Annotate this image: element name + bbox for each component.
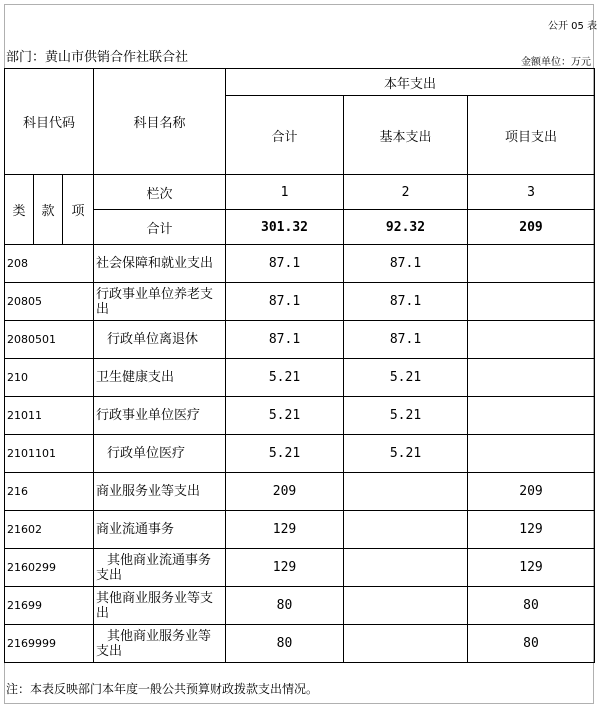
row-code: 2169999 <box>5 625 94 663</box>
row-code: 21011 <box>5 397 94 435</box>
row-total: 80 <box>226 625 344 663</box>
row-project: 129 <box>468 511 595 549</box>
table-row <box>5 473 595 511</box>
column-number-2: 2 <box>344 175 468 210</box>
row-basic: 5.21 <box>344 435 468 473</box>
table-row <box>5 397 595 435</box>
header-year-expense: 本年支出 <box>226 69 595 96</box>
row-code: 20805 <box>5 283 94 321</box>
summary-basic: 92.32 <box>344 210 468 245</box>
row-basic <box>344 587 468 625</box>
header-total: 合计 <box>226 96 344 175</box>
row-basic: 87.1 <box>344 283 468 321</box>
summary-total: 301.32 <box>226 210 344 245</box>
row-basic: 5.21 <box>344 359 468 397</box>
row-basic <box>344 511 468 549</box>
row-code: 2080501 <box>5 321 94 359</box>
row-name <box>94 397 226 435</box>
header-kuan: 款 <box>34 175 63 245</box>
row-total: 87.1 <box>226 245 344 283</box>
row-code: 210 <box>5 359 94 397</box>
row-total: 80 <box>226 587 344 625</box>
row-project <box>468 245 595 283</box>
column-number-3: 3 <box>468 175 595 210</box>
row-name-line1: 其他商业服务业等 <box>107 628 212 644</box>
row-project <box>468 359 595 397</box>
row-code: 208 <box>5 245 94 283</box>
row-code: 2160299 <box>5 549 94 587</box>
row-name-line2: 支出 <box>96 567 123 583</box>
row-name-line1: 行政单位离退休 <box>107 332 199 347</box>
column-number-1: 1 <box>226 175 344 210</box>
row-name-line1: 商业流通事务 <box>96 522 175 537</box>
row-basic: 5.21 <box>344 397 468 435</box>
row-project <box>468 435 595 473</box>
table-row <box>5 625 595 663</box>
row-name-line1: 卫生健康支出 <box>96 370 175 385</box>
row-basic <box>344 473 468 511</box>
row-total: 5.21 <box>226 397 344 435</box>
row-name <box>94 321 226 359</box>
row-name-line1: 社会保障和就业支出 <box>96 256 214 271</box>
row-name-line2: 出 <box>96 301 110 317</box>
row-code: 2101101 <box>5 435 94 473</box>
row-basic: 87.1 <box>344 321 468 359</box>
row-project: 209 <box>468 473 595 511</box>
table-row <box>5 549 595 587</box>
row-total: 87.1 <box>226 321 344 359</box>
row-project <box>468 321 595 359</box>
unit-label: 金额单位：万元 <box>521 57 591 68</box>
summary-project: 209 <box>468 210 595 245</box>
row-total: 129 <box>226 511 344 549</box>
summary-label: 合计 <box>94 210 226 245</box>
row-project: 129 <box>468 549 595 587</box>
footnote: 注：本表反映部门本年度一般公共预算财政拨款支出情况。 <box>6 682 319 696</box>
row-name-line1: 行政事业单位医疗 <box>96 408 201 423</box>
row-project: 80 <box>468 625 595 663</box>
header-project: 项目支出 <box>468 96 595 175</box>
header-xiang: 项 <box>63 175 94 245</box>
row-name <box>94 283 226 321</box>
row-name <box>94 359 226 397</box>
row-project <box>468 397 595 435</box>
row-name-line1: 行政事业单位养老支 <box>96 286 214 302</box>
row-name-line1: 其他商业服务业等支 <box>96 590 214 606</box>
row-name <box>94 473 226 511</box>
table-row <box>5 511 595 549</box>
row-name-line2: 支出 <box>96 643 123 659</box>
header-subject-name: 科目名称 <box>94 69 226 175</box>
row-basic <box>344 625 468 663</box>
table-row <box>5 321 595 359</box>
row-total: 87.1 <box>226 283 344 321</box>
table-row <box>5 435 595 473</box>
row-total: 209 <box>226 473 344 511</box>
row-name-line1: 行政单位医疗 <box>107 446 186 461</box>
row-name-line1: 其他商业流通事务 <box>107 552 212 568</box>
row-name <box>94 245 226 283</box>
row-name <box>94 511 226 549</box>
row-name <box>94 549 226 587</box>
row-project <box>468 283 595 321</box>
report-id: 公开 05 表 <box>548 21 598 32</box>
row-total: 5.21 <box>226 435 344 473</box>
department-label: 部门：黄山市供销合作社联合社 <box>6 50 189 65</box>
table-row <box>5 245 595 283</box>
row-name-line1: 商业服务业等支出 <box>96 484 201 499</box>
header-lei: 类 <box>5 175 34 245</box>
expense-table <box>4 68 595 663</box>
row-code: 21699 <box>5 587 94 625</box>
row-code: 216 <box>5 473 94 511</box>
row-name <box>94 625 226 663</box>
row-name <box>94 587 226 625</box>
table-row <box>5 359 595 397</box>
table-row <box>5 283 595 321</box>
header-subject-code: 科目代码 <box>5 69 94 175</box>
header-basic: 基本支出 <box>344 96 468 175</box>
row-total: 5.21 <box>226 359 344 397</box>
row-basic: 87.1 <box>344 245 468 283</box>
row-code: 21602 <box>5 511 94 549</box>
row-project: 80 <box>468 587 595 625</box>
row-name <box>94 435 226 473</box>
row-total: 129 <box>226 549 344 587</box>
table-row <box>5 587 595 625</box>
row-basic <box>344 549 468 587</box>
header-lanci: 栏次 <box>94 175 226 210</box>
row-name-line2: 出 <box>96 605 110 621</box>
